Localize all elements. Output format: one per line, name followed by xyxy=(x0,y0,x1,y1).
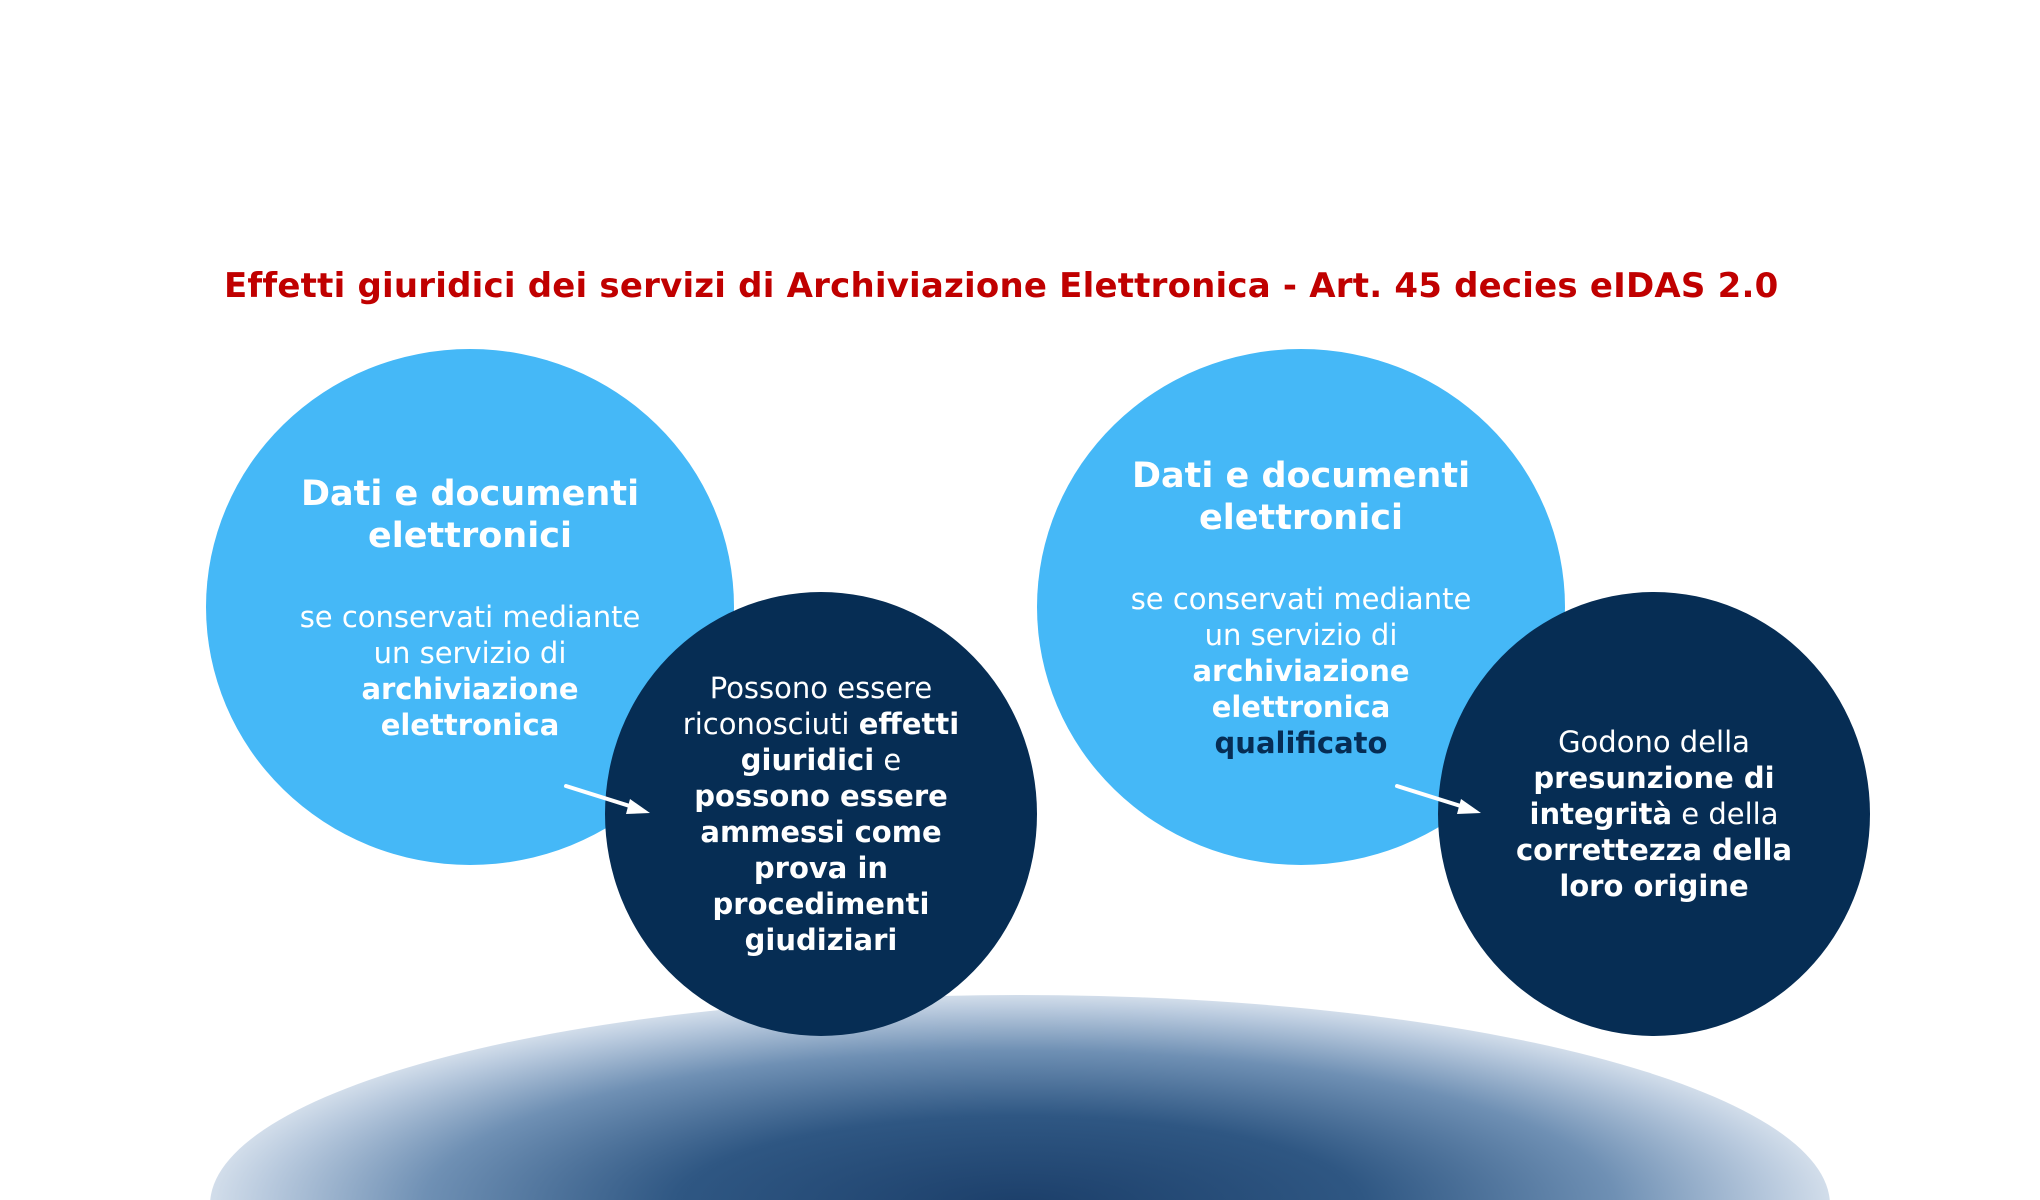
right-outcome-bold-1: presunzione di integrità xyxy=(1529,761,1775,831)
left-outcome-text xyxy=(671,670,971,958)
right-outcome-plain-2: e della xyxy=(1672,797,1779,831)
left-input-description xyxy=(290,599,650,743)
right-input-desc-bold-qualified: qualificato xyxy=(1214,726,1388,760)
left-arrow-icon xyxy=(560,776,660,822)
right-input-desc-bold: archiviazione elettronica xyxy=(1192,654,1410,724)
right-arrow-icon xyxy=(1391,776,1491,822)
left-outcome-plain-2: e xyxy=(874,743,902,777)
right-input-heading: Dati e documenti elettronici xyxy=(1131,456,1471,538)
right-outcome-circle xyxy=(1438,592,1870,1036)
left-outcome-bold-2: possono essere ammessi come prova in procedimenti giudiziari xyxy=(694,779,948,957)
decorative-glow xyxy=(210,995,1830,1200)
right-input-desc-plain: se conservati mediante un servizio di xyxy=(1130,582,1472,652)
left-outcome-plain-1: Possono essere riconosciuti xyxy=(682,671,933,741)
right-input-description xyxy=(1121,581,1481,761)
left-input-heading: Dati e documenti elettronici xyxy=(300,474,640,556)
right-outcome-text xyxy=(1509,724,1799,904)
left-input-desc-plain: se conservati mediante un servizio di xyxy=(299,600,641,670)
left-input-desc-bold: archiviazione elettronica xyxy=(361,672,579,742)
left-outcome-bold-1: effetti giuridici xyxy=(740,707,960,777)
left-outcome-circle xyxy=(605,592,1037,1036)
slide-title: Effetti giuridici dei servizi di Archiviazione Elettronica - Art. 45 decies eIDAS 2.0 xyxy=(224,266,1779,306)
right-outcome-bold-2: correttezza della loro origine xyxy=(1515,833,1793,903)
right-outcome-plain-1: Godono della xyxy=(1558,725,1750,759)
